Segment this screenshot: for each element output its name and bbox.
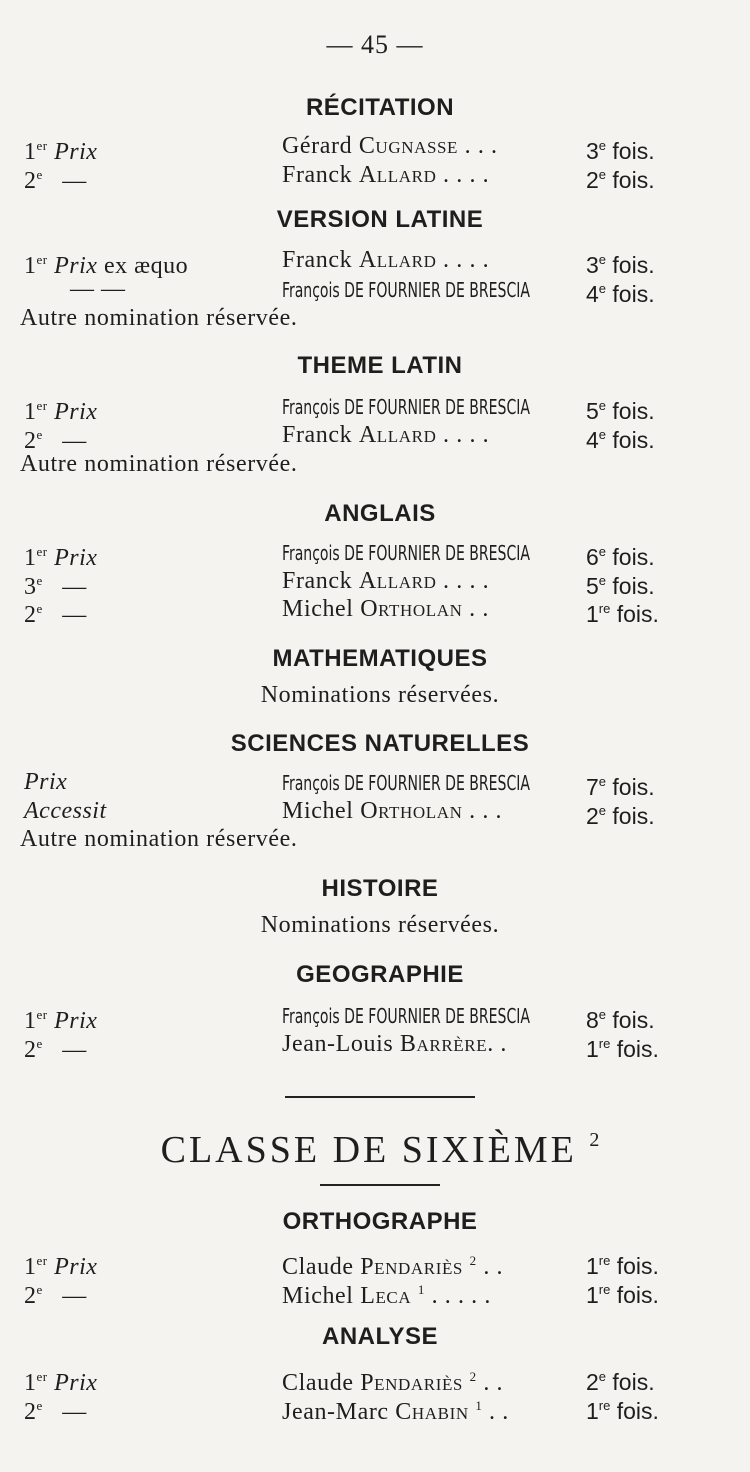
section-heading-recitation: RÉCITATION [305,94,455,121]
award-row [20,1362,740,1396]
laureate-name: Jean-Louis Barrère. . [282,1031,507,1057]
reserved-note: Nominations réservées. [260,912,500,938]
section-heading-mathematiques: MATHEMATIQUES [272,645,488,672]
section-heading-sciences-naturelles: SCIENCES NATURELLES [230,730,530,757]
laureate-name: Claude Pendariès $^2$ . . [282,1369,504,1396]
reserved-note: Autre nomination réservée. [20,305,298,331]
section-heading-anglais: ANGLAIS [324,500,436,527]
award-row [20,1029,740,1063]
award-rank: 2e — [24,427,87,454]
section-heading-analyse: ANALYSE [322,1323,438,1350]
award-row [20,1275,740,1309]
laureate-name: Jean-Marc Chabin $^1$ . . [282,1398,509,1425]
award-rank: 2e — [24,1398,87,1425]
award-rank: Accessit [24,798,107,824]
times-count: 2e fois. [586,1369,655,1395]
times-count: 5e fois. [586,398,655,424]
footnote-mark: 2 [589,1129,600,1151]
times-count: 2e fois. [586,167,655,193]
laureate-name: Franck Allard . . . . [282,162,490,188]
section-heading-version-latine: VERSION LATINE [276,206,484,233]
award-rank: 2e — [24,1036,87,1063]
award-row [20,391,740,425]
times-count: 1re fois. [586,1398,659,1424]
section-heading-orthographe: ORTHOGRAPHE [282,1208,478,1235]
award-row [20,1391,740,1425]
award-row [20,160,740,194]
class-title: CLASSE DE SIXIÈME $^2$ [160,1129,600,1171]
award-rank: Prix [24,769,68,795]
times-count: 1re fois. [586,1036,659,1062]
award-rank: 2e — [24,601,87,628]
section-divider [320,1184,440,1186]
laureate-name: Claude Pendariès $^2$ . . [282,1253,504,1280]
section-divider [285,1096,475,1098]
award-rank: 2e — [24,167,87,194]
award-rank: 1er Prix [24,544,98,571]
laureate-name: Gérard Cugnasse . . . [282,133,498,159]
times-count: 4e fois. [586,281,655,307]
award-row [20,1000,740,1034]
award-rank: 1er Prix ex æquo [24,252,189,279]
times-count: 1re fois. [586,1282,659,1308]
award-row [20,1246,740,1280]
times-count: 2e fois. [586,803,655,829]
reserved-note: Autre nomination réservée. [20,451,298,477]
times-count: 3e fois. [586,252,655,278]
laureate-name: François DE FOURNIER DE BRESCIA [282,1004,530,1028]
page-number: — 45 — [326,30,424,59]
award-row [20,274,740,307]
award-row [20,796,740,829]
laureate-name: Franck Allard . . . . [282,422,490,448]
reserved-note: Autre nomination réservée. [20,826,298,852]
award-row [20,131,740,165]
award-rank: 1er Prix [24,138,98,165]
laureate-name: Michel Ortholan . . [282,596,489,622]
award-row [20,245,740,279]
award-row [20,767,740,800]
award-rank: 2e — [24,1282,87,1309]
times-count: 4e fois. [586,427,655,453]
section-heading-histoire: HISTOIRE [321,875,439,902]
times-count: 3e fois. [586,138,655,164]
laureate-name: Franck Allard . . . . [282,568,490,594]
laureate-name: François DE FOURNIER DE BRESCIA [282,395,530,419]
laureate-name: Michel Ortholan . . . [282,798,503,824]
reserved-note: Nominations réservées. [260,682,500,708]
award-rank: 1er Prix [24,1253,98,1280]
times-count: 7e fois. [586,774,655,800]
award-rank: — — [70,276,126,302]
award-row [20,537,740,571]
section-heading-theme-latin: THEME LATIN [297,352,463,379]
award-row [20,594,740,628]
laureate-name: Franck Allard . . . . [282,247,490,273]
laureate-name: François DE FOURNIER DE BRESCIA [282,541,530,565]
times-count: 1re fois. [586,601,659,627]
award-row [20,566,740,600]
laureate-name: François DE FOURNIER DE BRESCIA [282,771,530,795]
laureate-name: François DE FOURNIER DE BRESCIA [282,278,530,302]
award-rank: 1er Prix [24,1369,98,1396]
award-rank: 1er Prix [24,1007,98,1034]
award-rank: 3e — [24,573,87,600]
times-count: 6e fois. [586,544,655,570]
award-rank: 1er Prix [24,398,98,425]
award-row [20,420,740,454]
times-count: 5e fois. [586,573,655,599]
section-heading-geographie: GEOGRAPHIE [296,961,464,988]
times-count: 1re fois. [586,1253,659,1279]
laureate-name: Michel Leca $^1$ . . . . . [282,1282,491,1309]
times-count: 8e fois. [586,1007,655,1033]
